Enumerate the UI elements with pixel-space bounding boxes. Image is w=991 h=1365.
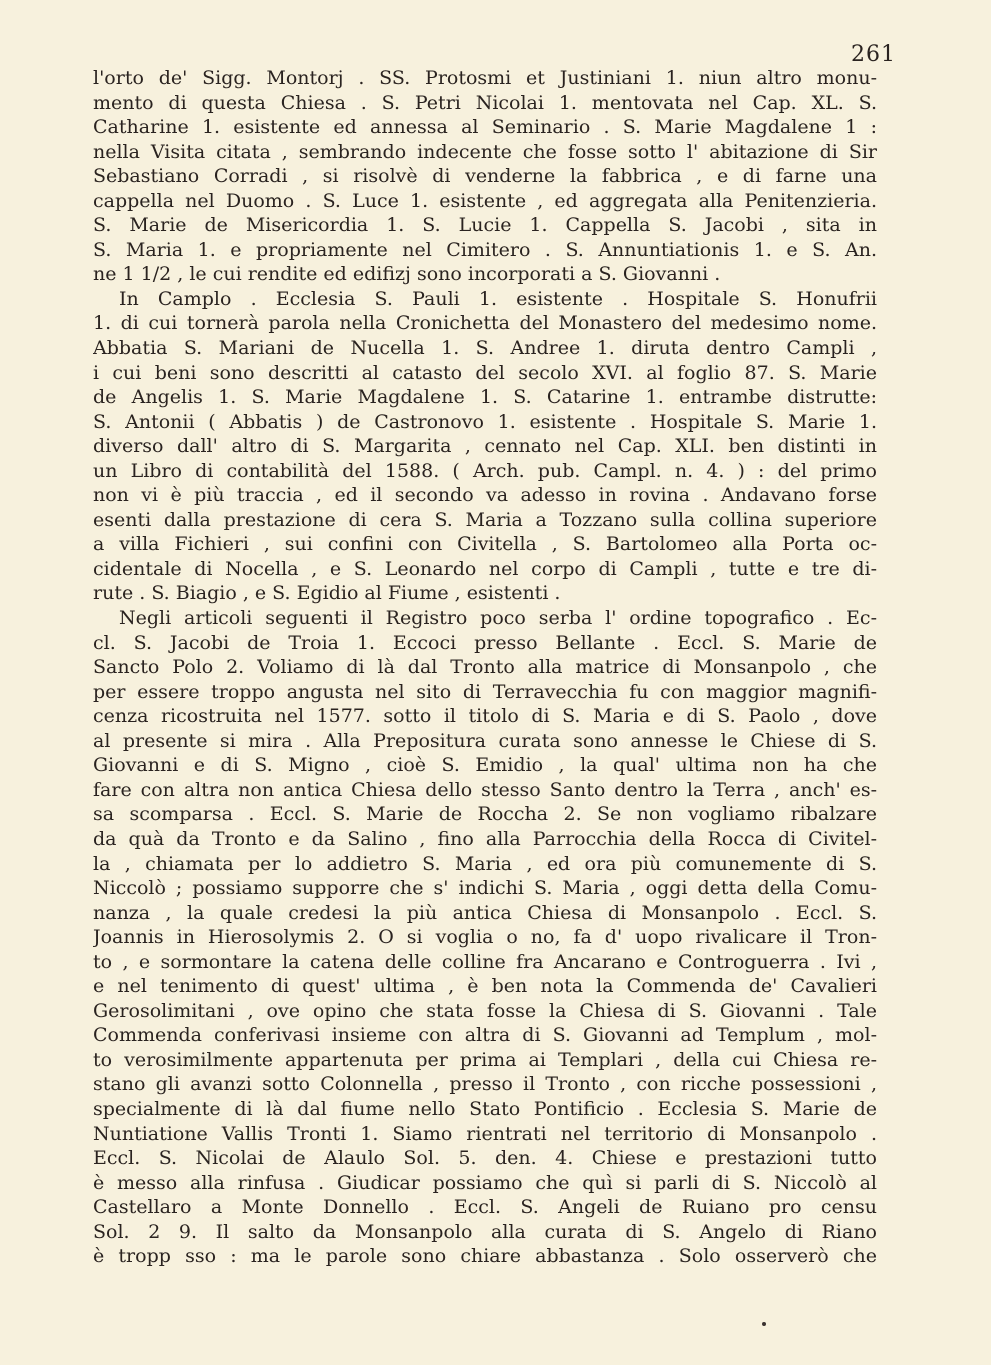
text-line: a villa Fichieri , sui confini con Civitella , S. Bartolomeo alla Porta oc- [93, 533, 877, 556]
text-line: è tropp sso : ma le parole sono chiare abbastanza . Solo osserverò che [93, 1245, 877, 1268]
text-line: Nuntiatione Vallis Tronti 1. Siamo rientrati nel territorio di Monsanpolo . [93, 1122, 877, 1145]
text-line: fare con altra non antica Chiesa dello stesso Santo dentro la Terra , anch' es- [93, 778, 877, 801]
text-line: Abbatia S. Mariani de Nucella 1. S. Andree 1. diruta dentro Campli , [93, 337, 877, 360]
text-line: Catharine 1. esistente ed annessa al Seminario . S. Marie Magdalene 1 : [93, 116, 877, 139]
text-line: Sol. 2 9. Il salto da Monsanpolo alla curata di S. Angelo di Riano [93, 1220, 877, 1243]
text-line: Commenda conferivasi insieme con altra di S. Giovanni ad Templum , mol- [93, 1024, 877, 1047]
text-line: S. Marie de Misericordia 1. S. Lucie 1. Cappella S. Jacobi , sita in [93, 214, 877, 237]
text-line: ne 1 1/2 , le cui rendite ed edifizj sono incorporati a S. Giovanni . [93, 263, 721, 286]
text-line: da quà da Tronto e da Salino , fino alla Parrocchia della Rocca di Civitel- [93, 827, 877, 850]
text-line: In Camplo . Ecclesia S. Pauli 1. esistente . Hospitale S. Honufrii [119, 287, 877, 310]
text-line: nella Visita citata , sembrando indecente che fosse sotto l' abitazione di Sir [93, 140, 877, 163]
text-line: Niccolò ; possiamo supporre che s' indichi S. Maria , oggi detta della Comu- [93, 877, 877, 900]
text-line: diverso dall' altro di S. Margarita , cennato nel Cap. XLI. ben distinti in [93, 435, 877, 458]
text-line: è messo alla rinfusa . Giudicar possiamo che quì si parli di S. Niccolò al [93, 1171, 877, 1194]
text-line: cidentale di Nocella , e S. Leonardo nel corpo di Campli , tutte e tre di- [93, 557, 877, 580]
text-line: S. Maria 1. e propriamente nel Cimitero . S. Annuntiationis 1. e S. An. [93, 238, 877, 261]
page-number: 261 [851, 42, 896, 67]
printer-mark-dot [762, 1322, 766, 1326]
text-line: cl. S. Jacobi de Troia 1. Eccoci presso Bellante . Eccl. S. Marie de [93, 631, 877, 654]
text-line: al presente si mira . Alla Prepositura curata sono annesse le Chiese di S. [93, 729, 877, 752]
text-line: to verosimilmente appartenuta per prima ai Templari , della cui Chiesa re- [93, 1048, 877, 1071]
text-line: to , e sormontare la catena delle colline fra Ancarano e Controguerra . Ivi , [93, 950, 877, 973]
text-line: e nel tenimento di quest' ultima , è ben nota la Commenda de' Cavalieri [93, 975, 877, 998]
text-line: mento di questa Chiesa . S. Petri Nicolai 1. mentovata nel Cap. XL. S. [93, 91, 877, 114]
text-line: rute . S. Biagio , e S. Egidio al Fiume , esistenti . [93, 582, 561, 605]
text-line: S. Antonii ( Abbatis ) de Castronovo 1. esistente . Hospitale S. Marie 1. [93, 410, 877, 433]
text-line: non vi è più traccia , ed il secondo va adesso in rovina . Andavano forse [93, 484, 877, 507]
text-line: 1. di cui tornerà parola nella Cronichetta del Monastero del medesimo nome. [93, 312, 877, 335]
text-line: stano gli avanzi sotto Colonnella , presso il Tronto , con ricche possessioni , [93, 1073, 877, 1096]
text-line: per essere troppo angusta nel sito di Terravecchia fu con maggior magnifi- [93, 680, 877, 703]
text-line: de Angelis 1. S. Marie Magdalene 1. S. Catarine 1. entrambe distrutte: [93, 386, 877, 409]
text-line: un Libro di contabilità del 1588. ( Arch. pub. Campl. n. 4. ) : del primo [93, 459, 877, 482]
text-line: esenti dalla prestazione di cera S. Maria a Tozzano sulla collina superiore [93, 508, 877, 531]
text-line: cappella nel Duomo . S. Luce 1. esistente , ed aggregata alla Penitenzieria. [93, 189, 877, 212]
text-line: Giovanni e di S. Migno , cioè S. Emidio , la qual' ultima non ha che [93, 754, 877, 777]
text-line: i cui beni sono descritti al catasto del secolo XVI. al foglio 87. S. Marie [93, 361, 877, 384]
text-line: Castellaro a Monte Donnello . Eccl. S. Angeli de Ruiano pro censu [93, 1196, 877, 1219]
text-line: Gerosolimitani , ove opino che stata fosse la Chiesa di S. Giovanni . Tale [93, 999, 877, 1022]
text-line: Negli articoli seguenti il Registro poco serba l' ordine topografico . Ec- [119, 607, 877, 630]
text-line: Sebastiano Corradi , si risolvè di venderne la fabbrica , e di farne una [93, 165, 877, 188]
text-line: Joannis in Hierosolymis 2. O si voglia o no, fa d' uopo rivalicare il Tron- [93, 926, 877, 949]
text-line: la , chiamata per lo addietro S. Maria , ed ora più comunemente di S. [93, 852, 877, 875]
text-line: Sancto Polo 2. Voliamo di là dal Tronto alla matrice di Monsanpolo , che [93, 656, 877, 679]
text-line: l'orto de' Sigg. Montorj . SS. Protosmi et Justiniani 1. niun altro monu- [93, 67, 877, 89]
text-line: specialmente di là dal fiume nello Stato Pontificio . Ecclesia S. Marie de [93, 1097, 877, 1120]
text-line: sa scomparsa . Eccl. S. Marie de Roccha 2. Se non vogliamo ribalzare [93, 803, 877, 826]
body-text [93, 66, 877, 1269]
text-line: Eccl. S. Nicolai de Alaulo Sol. 5. den. 4. Chiese e prestazioni tutto [93, 1147, 877, 1170]
text-line: nanza , la quale credesi la più antica Chiesa di Monsanpolo . Eccl. S. [93, 901, 877, 924]
text-line: cenza ricostruita nel 1577. sotto il titolo di S. Maria e di S. Paolo , dove [93, 705, 877, 728]
